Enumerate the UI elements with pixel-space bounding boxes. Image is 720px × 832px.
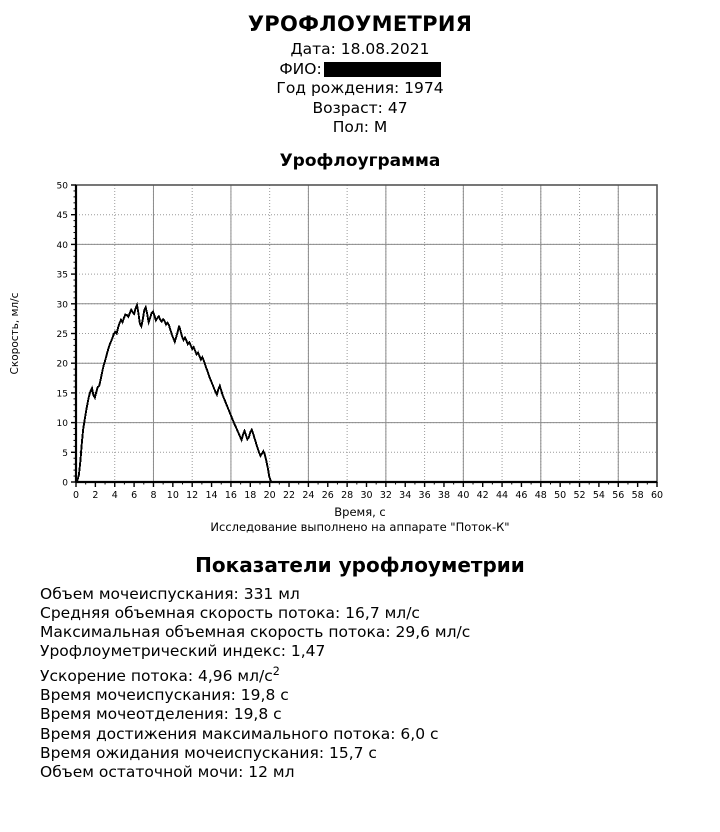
metric-item: Время ожидания мочеиспускания: 15,7 с: [40, 744, 377, 763]
patient-info-block: [0, 40, 720, 138]
metric-item: Максимальная объемная скорость потока: 29,6 мл/с: [40, 623, 471, 642]
x-axis-tick-label: 20: [263, 489, 276, 501]
metric-item: Ускорение потока: 4,96 $мл/с^2$: [40, 664, 280, 685]
patient-age: Возраст: 47: [312, 98, 408, 117]
flow-curve-plot: [0, 177, 720, 507]
x-axis-tick-label: 38: [437, 489, 451, 501]
metric-item: Урофлоуметрический индекс: 1,47: [40, 642, 326, 661]
metrics-list: [0, 585, 720, 783]
patient-date: Дата: 18.08.2021: [290, 40, 430, 58]
patient-name-label: ФИО:: [279, 59, 322, 78]
chart-axis-caption: [0, 505, 720, 535]
metric-item: Объем остаточной мочи: 12 мл: [40, 763, 295, 782]
x-axis-tick-label: 34: [399, 489, 412, 501]
x-axis-tick-label: 22: [282, 489, 296, 501]
x-axis-tick-label: 44: [496, 489, 509, 501]
patient-name-row: [0, 60, 720, 80]
x-axis-tick-label: 16: [224, 489, 237, 501]
x-axis-tick-label: 12: [186, 489, 199, 501]
chart-title: Урофлоуграмма: [279, 150, 441, 171]
results-title: Показатели урофлоуметрии: [195, 552, 525, 577]
x-axis-tick-label: 30: [360, 489, 373, 501]
y-axis-tick-label: 50: [56, 181, 68, 191]
x-axis-tick-label: 56: [612, 489, 625, 501]
y-axis-tick-label: 40: [56, 240, 68, 251]
x-axis-tick-label: 4: [111, 489, 118, 501]
x-axis-tick-label: 46: [515, 489, 528, 501]
y-axis-tick-label: 45: [56, 210, 68, 221]
metric-item: Объем мочеиспускания: 331 мл: [40, 584, 300, 603]
metric-item: Время мочеотделения: 19,8 с: [40, 705, 282, 724]
x-axis-tick-label: 50: [554, 489, 567, 501]
y-axis-tick-label: 30: [56, 299, 68, 310]
x-axis-tick-label: 54: [592, 489, 605, 501]
x-axis-tick-label: 0: [72, 489, 80, 501]
x-axis-tick-label: 10: [166, 489, 179, 501]
y-axis-tick-label: 20: [56, 359, 68, 370]
x-axis-tick-label: 14: [205, 489, 218, 501]
x-axis-label: Время, с: [334, 504, 386, 519]
patient-birth-year: Год рождения: 1974: [276, 79, 444, 97]
x-axis-tick-label: 26: [321, 489, 334, 501]
x-axis-tick-label: 48: [534, 489, 547, 501]
patient-name-redaction-bar: [324, 62, 441, 77]
x-axis-tick-label: 2: [92, 489, 99, 501]
page-title: УРОФЛОУМЕТРИЯ: [247, 12, 473, 36]
x-axis-tick-label: 28: [341, 489, 354, 501]
metric-item: Время достижения максимального потока: 6,0 с: [40, 724, 439, 743]
y-axis-tick-label: 15: [56, 388, 68, 399]
patient-sex: Пол: М: [332, 118, 388, 136]
x-axis-tick-label: 60: [650, 489, 664, 501]
x-axis-tick-label: 58: [631, 489, 644, 501]
x-axis-tick-label: 32: [379, 489, 392, 501]
y-axis-tick-label: 35: [56, 270, 68, 281]
y-axis-tick-label: 25: [56, 329, 68, 340]
y-axis-tick-label: 10: [56, 418, 68, 429]
x-axis-tick-label: 6: [131, 489, 138, 501]
uroflowmetry-report-page: [0, 12, 720, 832]
y-axis-label: Скорость, мл/с: [9, 292, 21, 374]
uroflowmetry-chart: [0, 177, 720, 507]
x-axis-tick-label: 40: [457, 489, 470, 501]
x-axis-tick-label: 36: [418, 489, 431, 501]
device-caption: Исследование выполнено на аппарате "Поток-К": [210, 519, 510, 534]
y-axis-tick-label: 5: [62, 448, 68, 459]
metric-item: Время мочеиспускания: 19,8 с: [40, 686, 289, 705]
x-axis-tick-label: 24: [302, 489, 315, 501]
x-axis-tick-label: 8: [150, 489, 157, 501]
y-axis-tick-label: 0: [62, 478, 68, 488]
x-axis-tick-label: 18: [244, 489, 257, 501]
x-axis-tick-label: 52: [573, 489, 586, 501]
x-axis-tick-label: 42: [476, 489, 489, 501]
metric-item: Средняя объемная скорость потока: 16,7 мл/с: [40, 603, 420, 622]
